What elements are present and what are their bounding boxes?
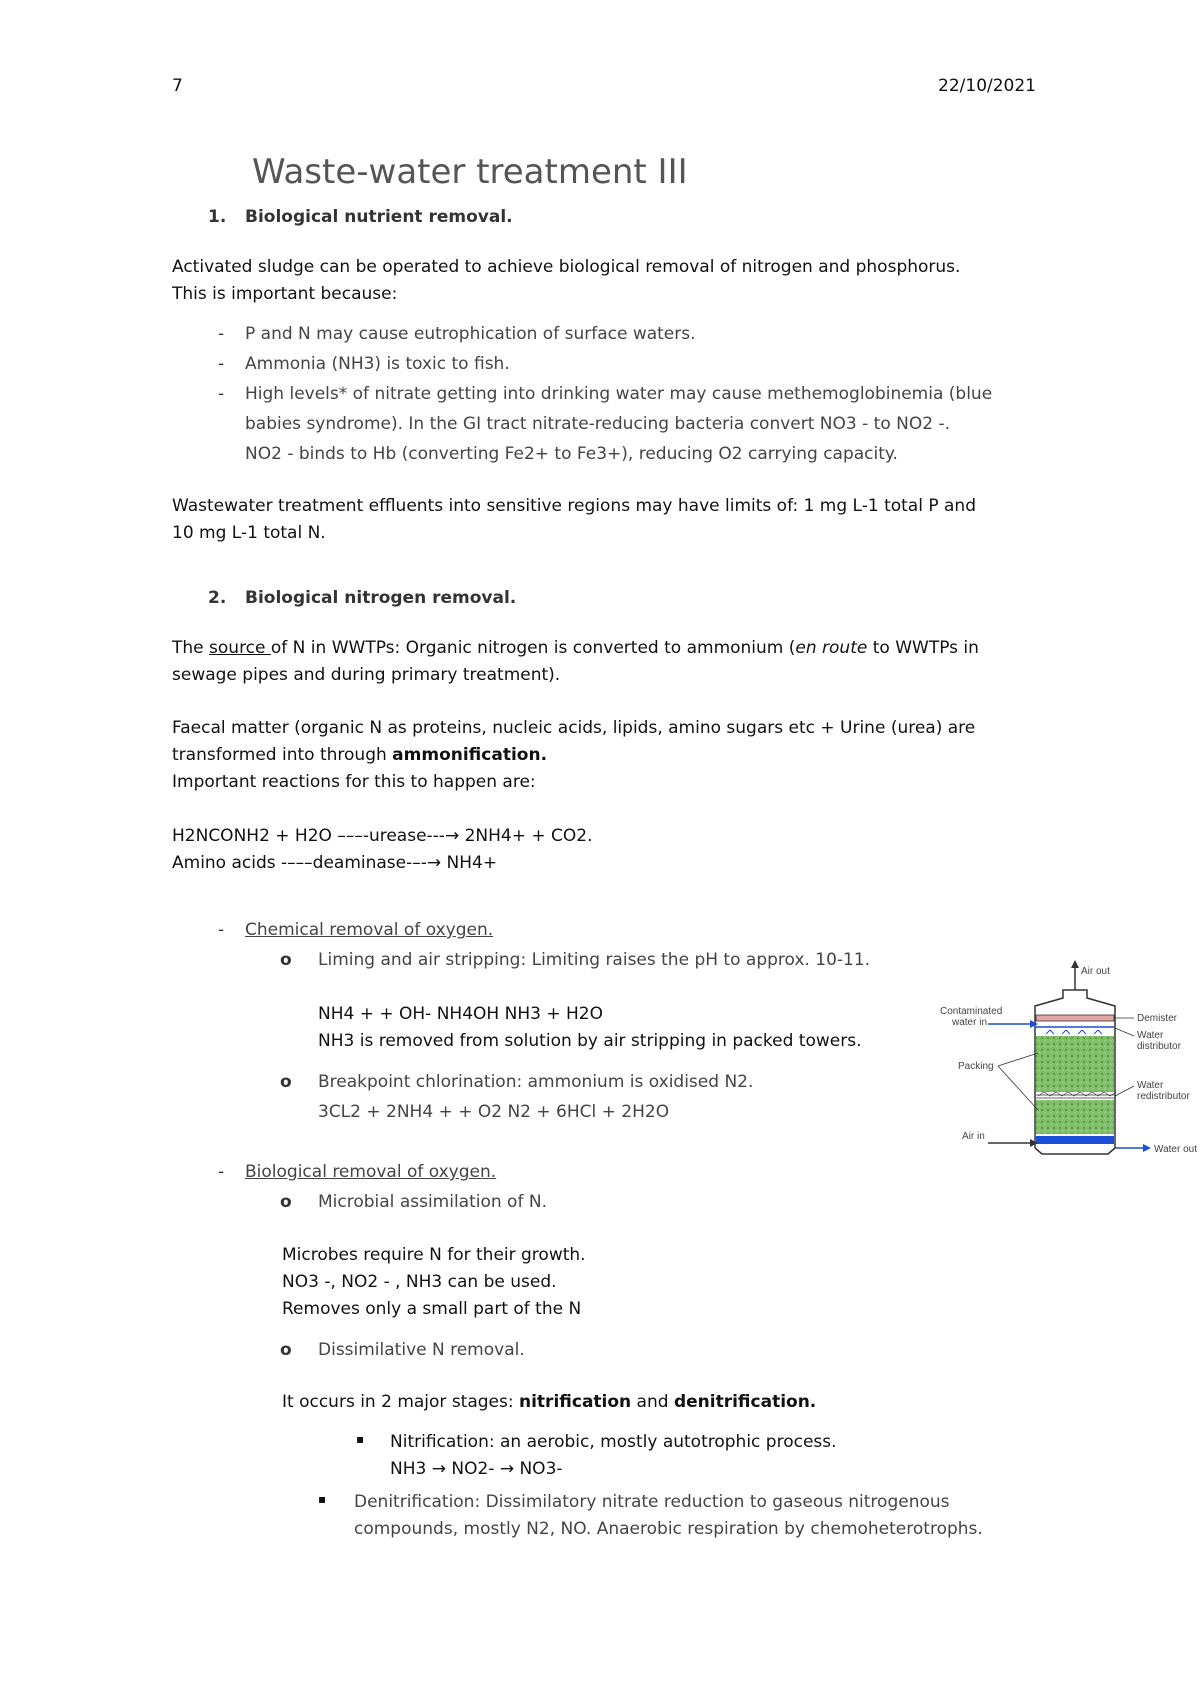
assimilation-line2: NO3 -, NO2 - , NH3 can be used. [282, 1272, 557, 1292]
assimilation-line3: Removes only a small part of the N [282, 1299, 582, 1319]
air-stripping-tower-figure [938, 958, 1200, 1208]
biological-marker-1: o [280, 1192, 292, 1212]
square-bullet-2: ▪ [318, 1492, 327, 1506]
bullet-dash: - [218, 384, 225, 404]
label-demister: Demister [1137, 1013, 1178, 1024]
liming-note: NH3 is removed from solution by air stripping in packed towers. [318, 1031, 862, 1051]
denitrification-text2: compounds, mostly N2, NO. Anaerobic respiration by chemoheterotrophs. [354, 1519, 983, 1539]
reaction-urease: H2NCONH2 + H2O –––-urease---→ 2NH4+ + CO2. [172, 826, 593, 846]
bullet-nitrate-cont2: NO2 - binds to Hb (converting Fe2+ to Fe3+), reducing O2 carrying capacity. [245, 444, 898, 464]
label-water-distributor-2: distributor [1137, 1041, 1181, 1052]
important-line: Important reactions for this to happen are: [172, 772, 536, 792]
stages-line [282, 1392, 816, 1412]
biological-dash: - [218, 1162, 225, 1182]
source-italic: en route [795, 638, 868, 658]
limits-line1: Wastewater treatment effluents into sensitive regions may have limits of: 1 mg L-1 total P and [172, 496, 976, 516]
biological-marker-2: o [280, 1340, 292, 1360]
packing-upper [1036, 1036, 1114, 1092]
label-water-redistributor-2: redistributor [1137, 1091, 1190, 1102]
square-bullet-1: ▪ [356, 1432, 365, 1446]
bullet-nitrate: High levels* of nitrate getting into drinking water may cause methemoglobinemia (blue [245, 384, 993, 404]
source-post: to WWTPs in [867, 638, 979, 658]
liming-equation: NH4 + + OH- NH4OH NH3 + H2O [318, 1004, 603, 1024]
section1-intro-line2: This is important because: [172, 284, 398, 304]
air-out-arrow-icon [1071, 960, 1079, 968]
section1-number: 1. [208, 207, 227, 227]
biological-heading: Biological removal of oxygen. [245, 1162, 497, 1182]
source-line2: sewage pipes and during primary treatment). [172, 665, 561, 685]
label-air-out: Air out [1081, 966, 1110, 977]
faecal-bold: ammonification. [392, 745, 548, 765]
dissimilative-text: Dissimilative N removal. [318, 1340, 525, 1360]
packing-lower [1036, 1100, 1114, 1134]
label-packing: Packing [958, 1061, 994, 1072]
water-out-arrow-icon [1143, 1144, 1151, 1152]
section2-heading: Biological nitrogen removal. [245, 588, 517, 608]
denitrification-text1: Denitrification: Dissimilatory nitrate reduction to gaseous nitrogenous [354, 1492, 950, 1512]
stages-nitrification: nitrification [519, 1392, 632, 1412]
label-contaminated-1: Contaminated [940, 1006, 1003, 1017]
stages-denitrification: denitrification. [673, 1392, 817, 1412]
page-number: 7 [172, 76, 183, 96]
liming-text: Liming and air stripping: Limiting raises the pH to approx. 10-11. [318, 950, 871, 970]
page-title: Waste-water treatment III [252, 152, 688, 192]
label-contaminated-2: water in [952, 1017, 988, 1028]
chemical-dash: - [218, 920, 225, 940]
nitrification-text: Nitrification: an aerobic, mostly autotrophic process. [390, 1432, 837, 1452]
bullet-dash: - [218, 324, 225, 344]
bullet-nitrate-cont1: babies syndrome). In the GI tract nitrate-reducing bacteria convert NO3 - to NO2 -. [245, 414, 950, 434]
bullet-ammonia: Ammonia (NH3) is toxic to fish. [245, 354, 510, 374]
breakpoint-text: Breakpoint chlorination: ammonium is oxidised N2. [318, 1072, 754, 1092]
faecal-line1: Faecal matter (organic N as proteins, nucleic acids, lipids, amino sugars etc + Urine (urea) are [172, 718, 976, 738]
reaction-deaminase: Amino acids -–––deaminase-–-→ NH4+ [172, 853, 498, 873]
page-date: 22/10/2021 [938, 76, 1036, 96]
water-reservoir [1036, 1136, 1114, 1144]
source-underlined: source [209, 638, 271, 658]
bullet-eutrophication: P and N may cause eutrophication of surface waters. [245, 324, 696, 344]
label-water-distributor-1: Water [1137, 1030, 1164, 1041]
assimilation-line1: Microbes require N for their growth. [282, 1245, 586, 1265]
breakpoint-equation: 3CL2 + 2NH4 + + O2 N2 + 6HCl + 2H2O [318, 1102, 670, 1122]
source-mid: of N in WWTPs: Organic nitrogen is converted to ammonium ( [270, 638, 796, 658]
chemical-marker-2: o [280, 1072, 292, 1092]
faecal-line2 [172, 745, 547, 765]
label-water-redistributor-1: Water [1137, 1080, 1164, 1091]
section1-intro-line1: Activated sludge can be operated to achieve biological removal of nitrogen and phosphorus. [172, 257, 961, 277]
section1-heading: Biological nutrient removal. [245, 207, 513, 227]
nitrification-equation: NH3 → NO2- → NO3- [390, 1459, 563, 1479]
source-pre: The [172, 638, 210, 658]
section2-number: 2. [208, 588, 227, 608]
limits-line2: 10 mg L-1 total N. [172, 523, 326, 543]
label-air-in: Air in [962, 1131, 985, 1142]
chemical-marker-1: o [280, 950, 292, 970]
bullet-dash: - [218, 354, 225, 374]
faecal-pre: transformed into through [172, 745, 393, 765]
stages-mid: and [631, 1392, 674, 1412]
assimilation-text: Microbial assimilation of N. [318, 1192, 547, 1212]
chemical-heading: Chemical removal of oxygen. [245, 920, 494, 940]
stages-pre: It occurs in 2 major stages: [282, 1392, 519, 1412]
tower-body [988, 960, 1151, 1154]
demister [1036, 1015, 1114, 1021]
label-water-out: Water out [1154, 1144, 1197, 1155]
source-line1 [172, 638, 979, 658]
